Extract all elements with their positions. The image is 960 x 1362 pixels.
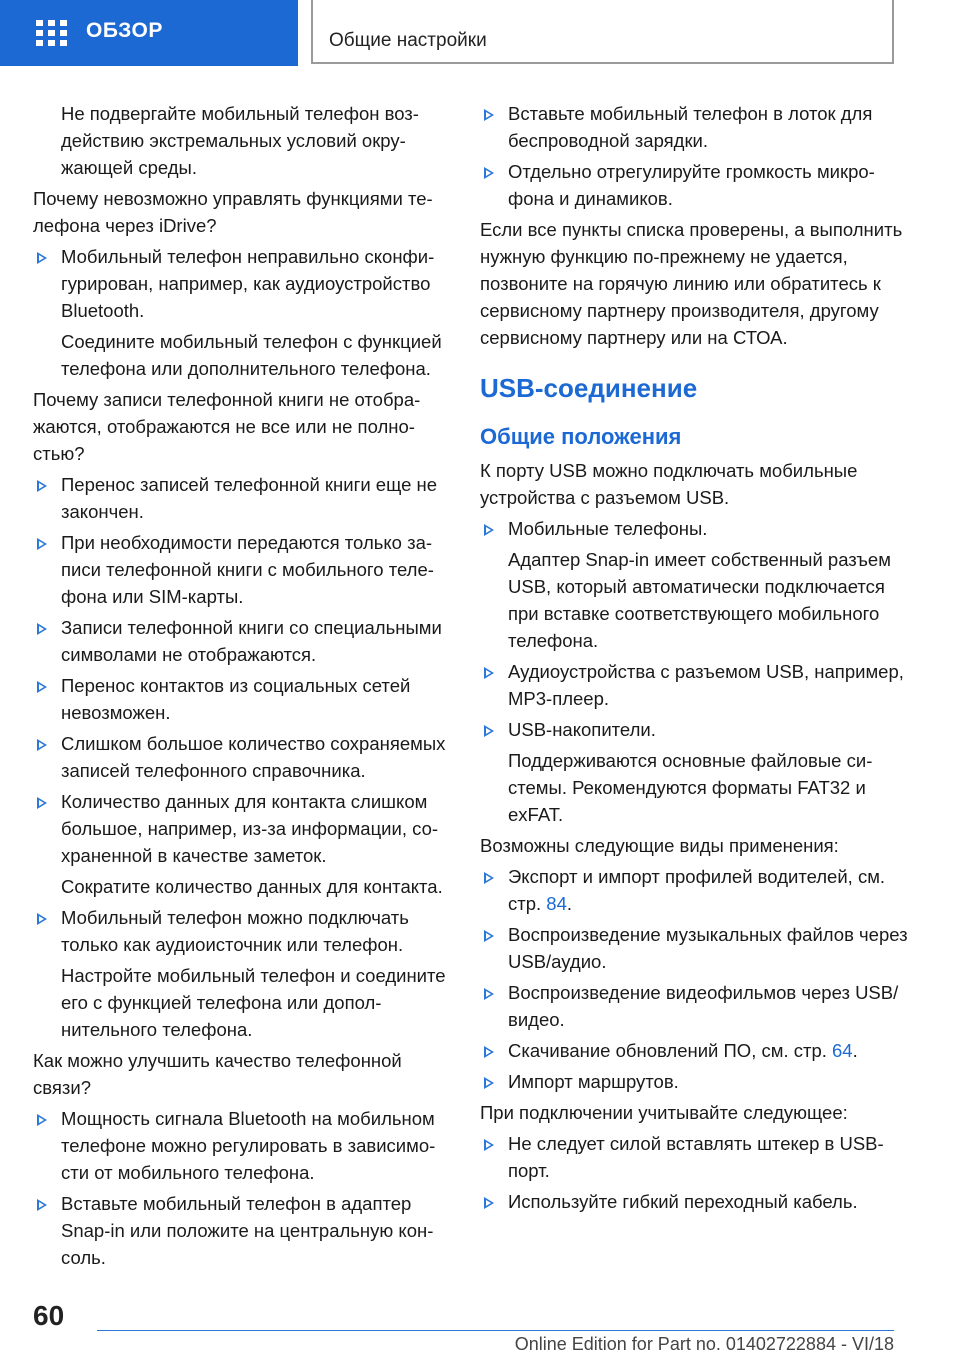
list-item-note: Настройте мобильный телефон и соедините его с функцией телефона или дополнительного телефона. [61, 965, 446, 1040]
triangle-bullet-icon [484, 524, 494, 536]
list-item: Не следует силой вставлять штекер в USB-порт. [480, 1130, 908, 1184]
list-item: Воспроизведение музыкальных файлов через USB/аудио. [480, 921, 908, 975]
list-item: Воспроизведение видеофильмов через USB/видео. [480, 979, 908, 1033]
triangle-bullet-icon [484, 1046, 494, 1058]
triangle-bullet-icon [37, 913, 47, 925]
footer-edition: Online Edition for Part no. 01402722884 - VI/18 [514, 1334, 894, 1354]
triangle-bullet-icon [37, 681, 47, 693]
list-item: Слишком большое количество сохраняемых записей телефонного справочника. [33, 730, 453, 784]
footer-divider [97, 1330, 894, 1331]
list-item-note: Не подвергайте мобильный телефон воздействию экстремальных условий окружающей среды. [61, 103, 419, 178]
list-item-note: Адаптер Snap-in имеет собственный разъем USB, который автоматически подключается при вставке соответствующего мобильного телефона. [508, 549, 891, 651]
triangle-bullet-icon [484, 988, 494, 1000]
page-number: 60 [33, 1300, 65, 1331]
triangle-bullet-icon [484, 1197, 494, 1209]
list-item-note: Соедините мобильный телефон с функцией телефона или дополнительного телефона. [61, 331, 442, 379]
section-title: Общие настройки [329, 30, 487, 51]
triangle-bullet-icon [37, 797, 47, 809]
question-paragraph: Почему записи телефонной книги не отображаются, отображаются не все или не полностью? [33, 389, 421, 464]
triangle-bullet-icon [484, 167, 494, 179]
list-item: Перенос записей телефонной книги еще не закончен. [33, 471, 453, 525]
triangle-bullet-icon [37, 480, 47, 492]
question-paragraph: Как можно улучшить качество телефонной связи? [33, 1050, 402, 1098]
list-item: Количество данных для контакта слишком большое, например, из-за информации, сохраненной в качестве заметок. [33, 788, 453, 869]
paragraph: Если все пункты списка проверены, а выполнить нужную функцию по-прежнему не удается, позвоните на горячую линию или обратитесь к сервисному партнеру производителя, другому сервисному партнеру или на СТОА. [480, 219, 903, 348]
triangle-bullet-icon [37, 1199, 47, 1211]
list-item: Аудиоустройства с разъемом USB, например, MP3-плеер. [480, 658, 908, 712]
list-item: Мобильный телефон можно подключать только как аудиоисточник или телефон. [33, 904, 453, 958]
page-header [0, 0, 960, 66]
list-item: Отдельно отрегулируйте громкость микрофона и динамиков. [480, 158, 908, 212]
paragraph: При подключении учитывайте следующее: [480, 1102, 848, 1123]
list-item: USB-накопители. [480, 716, 908, 743]
triangle-bullet-icon [37, 623, 47, 635]
page-link-84[interactable]: 84 [546, 893, 567, 914]
list-item: Вставьте мобильный телефон в адаптер Snap-in или положите на центральную консоль. [33, 1190, 453, 1271]
list-item: Мобильные телефоны. [480, 515, 908, 542]
list-item: Записи телефонной книги со специальными символами не отображаются. [33, 614, 453, 668]
right-column [480, 100, 908, 1219]
triangle-bullet-icon [37, 538, 47, 550]
subsection-heading: Общие положения [480, 424, 682, 449]
list-item: Вставьте мобильный телефон в лоток для беспроводной зарядки. [480, 100, 908, 154]
paragraph: Возможны следующие виды применения: [480, 835, 839, 856]
section-heading: USB-соединение [480, 373, 698, 403]
triangle-bullet-icon [484, 109, 494, 121]
list-item: Скачивание обновлений ПО, см. стр. 64. [480, 1037, 908, 1064]
grid-menu-icon [36, 20, 68, 46]
page-link-64[interactable]: 64 [832, 1040, 853, 1061]
list-item: Экспорт и импорт профилей водителей, см. стр. 84. [480, 863, 908, 917]
triangle-bullet-icon [484, 872, 494, 884]
overview-tab-label: ОБЗОР [86, 19, 163, 42]
list-item: Мощность сигнала Bluetooth на мобильном телефоне можно регулировать в зависимости от мобильного телефона. [33, 1105, 453, 1186]
question-paragraph: Почему невозможно управлять функциями телефона через iDrive? [33, 188, 433, 236]
list-item: Используйте гибкий переходный кабель. [480, 1188, 908, 1215]
triangle-bullet-icon [484, 930, 494, 942]
list-item-note: Поддерживаются основные файловые системы. Рекомендуются форматы FAT32 и exFAT. [508, 750, 873, 825]
left-column [33, 100, 453, 1275]
triangle-bullet-icon [37, 1114, 47, 1126]
list-item: Импорт маршрутов. [480, 1068, 908, 1095]
list-item-note: Сократите количество данных для контакта. [61, 876, 443, 897]
paragraph: К порту USB можно подключать мобильные устройства с разъемом USB. [480, 460, 858, 508]
triangle-bullet-icon [484, 1077, 494, 1089]
triangle-bullet-icon [484, 725, 494, 737]
list-item: При необходимости передаются только записи телефонной книги с мобильного телефона или SIM-карты. [33, 529, 453, 610]
list-item: Перенос контактов из социальных сетей невозможен. [33, 672, 453, 726]
triangle-bullet-icon [37, 252, 47, 264]
triangle-bullet-icon [37, 739, 47, 751]
triangle-bullet-icon [484, 1139, 494, 1151]
triangle-bullet-icon [484, 667, 494, 679]
list-item: Мобильный телефон неправильно сконфигурирован, например, как аудиоустройство Bluetooth. [33, 243, 453, 324]
section-tab[interactable] [311, 0, 894, 64]
overview-tab[interactable] [0, 0, 298, 66]
